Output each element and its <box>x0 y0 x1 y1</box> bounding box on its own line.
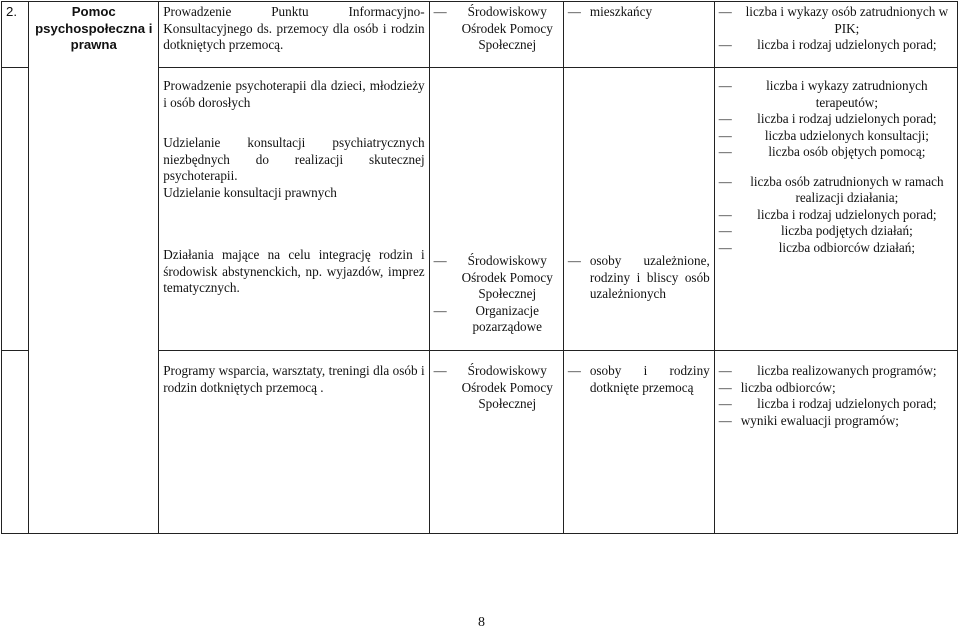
dash-bullet-icon <box>719 174 741 191</box>
list-item <box>719 128 953 145</box>
area-cell <box>29 2 159 534</box>
dash-bullet-icon <box>719 78 741 95</box>
indicator-text: liczba osób zatrudnionych w ramach realizacji działania; <box>750 173 944 205</box>
indicator-text: liczba i wykazy osób zatrudnionych w PIK; <box>745 4 949 36</box>
program-table <box>1 1 958 534</box>
task-text: Prowadzenie Punktu Informacyjno-Konsultacyjnego ds. przemocy dla osób i rodzin dotkniętych przemocą. <box>163 4 425 52</box>
dash-bullet-icon <box>719 37 741 54</box>
executors-cell <box>429 68 563 351</box>
indicator-text: liczba i rodzaj udzielonych porad; <box>757 206 937 222</box>
list-item <box>719 380 953 397</box>
dash-bullet-icon <box>719 380 741 397</box>
recipient-text: osoby uzależnione, rodziny i bliscy osób uzależnionych <box>589 253 710 301</box>
recipients-cell <box>563 351 714 534</box>
executor-text: Środowiskowy Ośrodek Pomocy Społecznej <box>461 253 553 301</box>
indicator-text: liczba i rodzaj udzielonych porad; <box>757 37 937 52</box>
row-number <box>2 351 29 534</box>
indicator-text: liczba i wykazy zatrudnionych terapeutów; <box>766 78 928 110</box>
indicator-text: liczba odbiorców; <box>740 379 836 395</box>
list-item <box>719 240 953 257</box>
dash-bullet-icon <box>568 253 590 270</box>
executor-text: Środowiskowy Ośrodek Pomocy Społecznej <box>461 4 553 52</box>
dash-bullet-icon <box>719 207 741 224</box>
dash-bullet-icon <box>719 240 741 257</box>
list-item <box>719 207 953 224</box>
list-item <box>568 4 710 21</box>
list-item <box>719 174 953 207</box>
task-cell <box>159 2 429 68</box>
indicator-text: liczba udzielonych konsultacji; <box>764 127 929 143</box>
list-item <box>568 253 710 303</box>
list-item <box>719 396 953 413</box>
list-item <box>568 363 710 396</box>
dash-bullet-icon <box>719 223 741 240</box>
area-label: Pomoc psychospołeczna i prawna <box>35 4 153 52</box>
list-item <box>434 253 559 303</box>
indicator-text: liczba podjętych działań; <box>780 223 913 238</box>
list-item <box>719 37 953 54</box>
dash-bullet-icon <box>719 111 741 128</box>
recipients-cell <box>563 2 714 68</box>
table-row <box>2 2 958 68</box>
task-text: Programy wsparcia, warsztaty, treningi dla osób i rodzin dotkniętych przemocą . <box>163 363 425 395</box>
dash-bullet-icon <box>719 396 741 413</box>
task-text: Udzielanie konsultacji psychiatrycznych niezbędnych do realizacji skutecznej psychoterapii. <box>163 135 425 183</box>
executors-cell <box>429 2 563 68</box>
dash-bullet-icon <box>434 253 456 270</box>
dash-bullet-icon <box>719 363 741 380</box>
list-item <box>719 363 953 380</box>
list-item <box>719 111 953 128</box>
dash-bullet-icon <box>568 4 590 21</box>
dash-bullet-icon <box>434 303 456 320</box>
dash-bullet-icon <box>434 4 456 21</box>
indicators-cell <box>714 68 957 351</box>
row-number <box>2 68 29 351</box>
dash-bullet-icon <box>434 363 456 380</box>
dash-bullet-icon <box>719 144 741 161</box>
dash-bullet-icon <box>719 128 741 145</box>
list-item <box>719 223 953 240</box>
list-item <box>719 78 953 111</box>
page-number: 8 <box>478 615 485 630</box>
list-item <box>434 303 559 336</box>
task-text: Udzielanie konsultacji prawnych <box>163 184 337 200</box>
task-text: Prowadzenie psychoterapii dla dzieci, młodzieży i osób dorosłych <box>163 78 425 110</box>
indicators-cell <box>714 351 957 534</box>
list-item <box>434 363 559 413</box>
indicator-text: wyniki ewaluacji programów; <box>740 412 899 428</box>
executor-text: Organizacje pozarządowe <box>472 302 543 334</box>
list-item <box>719 4 953 37</box>
indicator-text: liczba i rodzaj udzielonych porad; <box>757 396 937 411</box>
list-item <box>719 144 953 161</box>
dash-bullet-icon <box>568 363 590 380</box>
list-item <box>719 413 953 430</box>
indicator-text: liczba odbiorców działań; <box>778 239 915 255</box>
recipient-text: osoby i rodziny dotknięte przemocą <box>589 363 710 395</box>
indicator-text: liczba realizowanych programów; <box>757 363 937 378</box>
task-cell <box>159 351 429 534</box>
list-item <box>434 4 559 54</box>
indicator-text: liczba i rodzaj udzielonych porad; <box>757 111 937 126</box>
recipients-cell <box>563 68 714 351</box>
dash-bullet-icon <box>719 4 741 21</box>
row-number: 2. <box>2 2 29 68</box>
task-text: Działania mające na celu integrację rodzin i środowisk abstynenckich, np. wyjazdów, imprez tematycznych. <box>163 247 425 295</box>
recipient-text: mieszkańcy <box>589 4 653 19</box>
executors-cell <box>429 351 563 534</box>
indicator-text: liczba osób objętych pomocą; <box>768 144 926 159</box>
task-cell <box>159 68 429 351</box>
indicators-cell <box>714 2 957 68</box>
executor-text: Środowiskowy Ośrodek Pomocy Społecznej <box>461 363 553 411</box>
dash-bullet-icon <box>719 413 741 430</box>
